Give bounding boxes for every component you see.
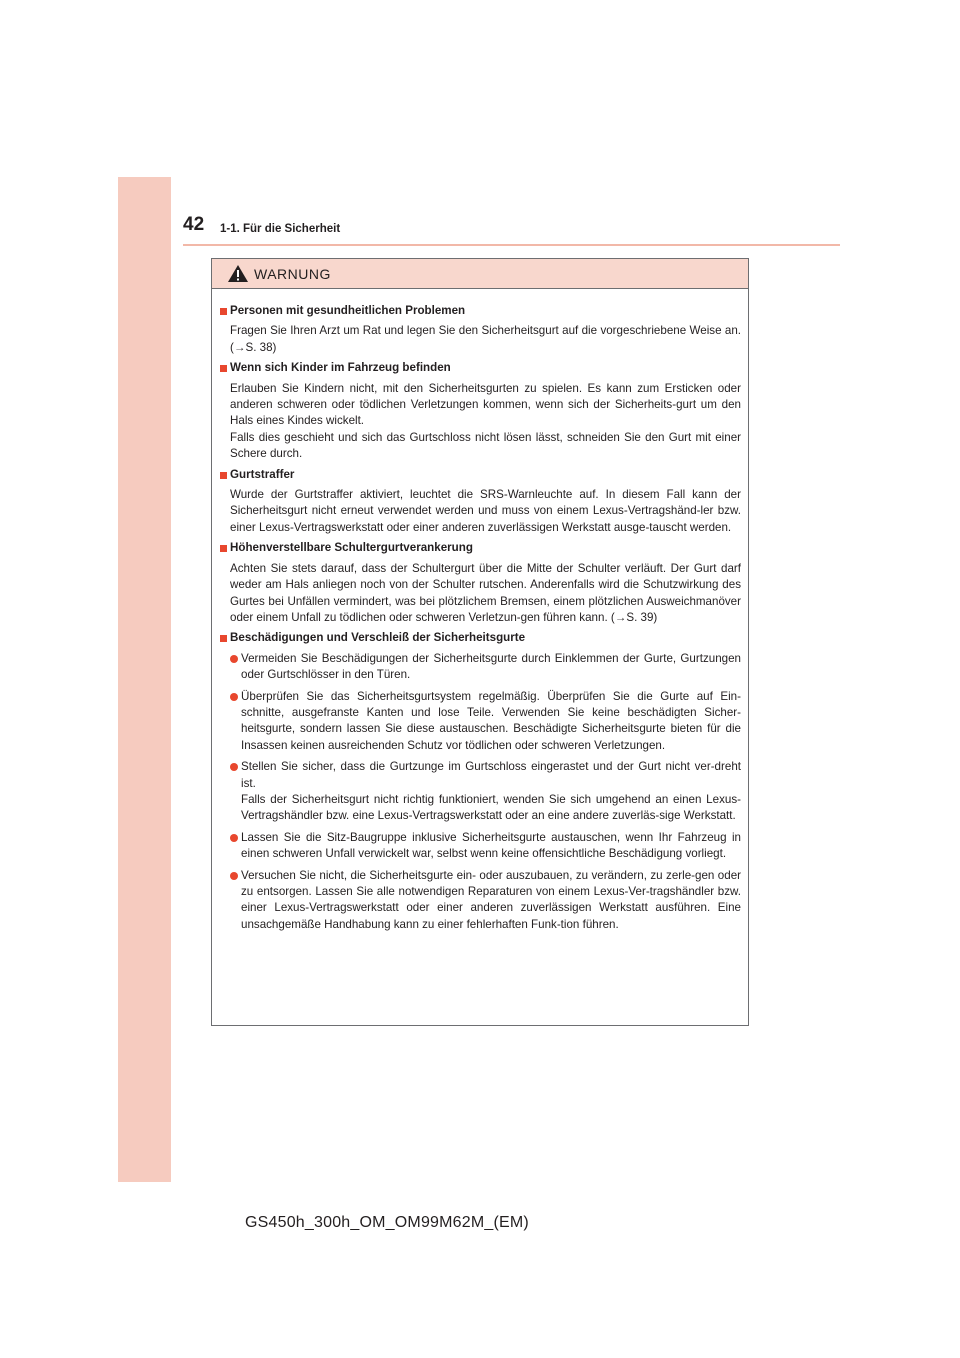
round-bullet-icon — [230, 872, 238, 880]
square-bullet-icon — [220, 545, 227, 552]
list-item: Lassen Sie die Sitz-Baugruppe inklusive Sicherheitsgurte austauschen, wenn Ihr Fahrzeug in einen schweren Unfall verwickelt war, selbst wenn keine offensichtliche Beschädigung vorliegt. — [230, 830, 741, 863]
square-bullet-icon — [220, 472, 227, 479]
round-bullet-icon — [230, 763, 238, 771]
section-paragraph: Fragen Sie Ihren Arzt um Rat und legen Sie den Sicherheitsgurt auf die vorgeschriebene Weise an. (→S. 38) — [230, 324, 741, 354]
warning-body — [212, 289, 748, 933]
list-item: Überprüfen Sie das Sicherheitsgurtsystem regelmäßig. Überprüfen Sie die Gurte auf Ein-schnitte, ausgefranste Kanten und lose Teile. Verwenden Sie keine beschädigten Sicher-heitsgurte, sondern lassen Sie diese austauschen. Beschädigte Sicherheitsgurte bieten für die Insassen keinen ausreichenden Schutz vor tödlichen oder schweren Verletzungen. — [230, 689, 741, 755]
square-bullet-icon — [220, 365, 227, 372]
warning-title: WARNUNG — [254, 265, 331, 282]
warning-section-shoulder-anchor — [220, 540, 741, 626]
round-bullet-icon — [230, 693, 238, 701]
section-heading: Gurtstraffer — [220, 467, 741, 483]
round-bullet-icon — [230, 834, 238, 842]
warning-triangle-icon — [227, 264, 249, 283]
warning-section-children — [220, 360, 741, 462]
section-paragraph: Wurde der Gurtstraffer aktiviert, leuchtet die SRS-Warnleuchte auf. In diesem Fall kann der Sicherheitsgurt nicht erneut verwendet werden und muss von einem Lexus-Vertragshänd-ler bzw. einer Lexus-Vertragswerkstatt oder einer anderen zuverlässigen Werkstatt ausge-tauscht werden. — [230, 488, 741, 534]
list-item: Stellen Sie sicher, dass die Gurtzunge im Gurtschloss eingerastet und der Gurt nicht ver-dreht ist. Falls der Sicherheitsgurt nicht richtig funktioniert, wenden Sie sich umgehend an einen Lexus-Vertragshändler bzw. eine Lexus-Vertragswerkstatt oder an eine andere zuverläs-sige Werkstatt. — [230, 759, 741, 825]
warning-section-health — [220, 303, 741, 356]
warning-section-pretensioner — [220, 467, 741, 537]
footer-document-code: GS450h_300h_OM_OM99M62M_(EM) — [245, 1214, 529, 1231]
header-rule — [183, 244, 840, 246]
section-heading: Beschädigungen und Verschleiß der Sicherheitsgurte — [220, 630, 741, 646]
section-heading: Wenn sich Kinder im Fahrzeug befinden — [220, 360, 741, 376]
section-paragraph: Erlauben Sie Kindern nicht, mit den Sicherheitsgurten zu spielen. Es kann zum Ersticken oder anderen schweren oder tödlichen Verletzungen kommen, wenn sich der Sicherheits-gurt um den Hals eines Kindes wickelt. Falls dies geschieht und sich das Gurtschloss nicht lösen lässt, schneiden Sie den Gurt mit einer Schere durch. — [230, 381, 741, 461]
list-item: Vermeiden Sie Beschädigungen der Sicherheitsgurte durch Einklemmen der Gurte, Gurtzungen oder Gurtschlösser in den Türen. — [230, 651, 741, 684]
side-color-band — [118, 177, 171, 1182]
square-bullet-icon — [220, 635, 227, 642]
list-item: Versuchen Sie nicht, die Sicherheitsgurte ein- oder auszubauen, zu verändern, zu zerle-gen oder zu entsorgen. Lassen Sie alle notwendigen Reparaturen von einem Lexus-Ver-tragshändler bzw. einer Lexus-Vertragswerkstatt oder einer anderen zuverlässigen Werkstatt ausführen. Eine unsachgemäße Handhabung kann zu einer fehlerhaften Funk-tion führen. — [230, 868, 741, 934]
square-bullet-icon — [220, 308, 227, 315]
section-heading: Personen mit gesundheitlichen Problemen — [220, 303, 741, 319]
section-heading: Höhenverstellbare Schultergurtverankerung — [220, 540, 741, 556]
warning-section-damage — [220, 630, 741, 933]
section-title: 1-1. Für die Sicherheit — [220, 223, 341, 235]
round-bullet-icon — [230, 655, 238, 663]
warning-header — [212, 259, 748, 289]
page-number: 42 — [183, 214, 205, 235]
warning-box — [211, 258, 749, 1026]
section-paragraph: Achten Sie stets darauf, dass der Schultergurt über die Mitte der Schulter verläuft. Der Gurt darf weder am Hals anliegen noch von der Schulter rutschen. Anderenfalls wird die Schutzwirkung des Gurtes bei Unfällen vermindert, was bei plötzlichem Bremsen, einem plötzlichen Ausweichmanöver oder einem Unfall zu tödlichen oder schweren Verletzun-gen führen kann. (→S. 39) — [230, 561, 741, 624]
